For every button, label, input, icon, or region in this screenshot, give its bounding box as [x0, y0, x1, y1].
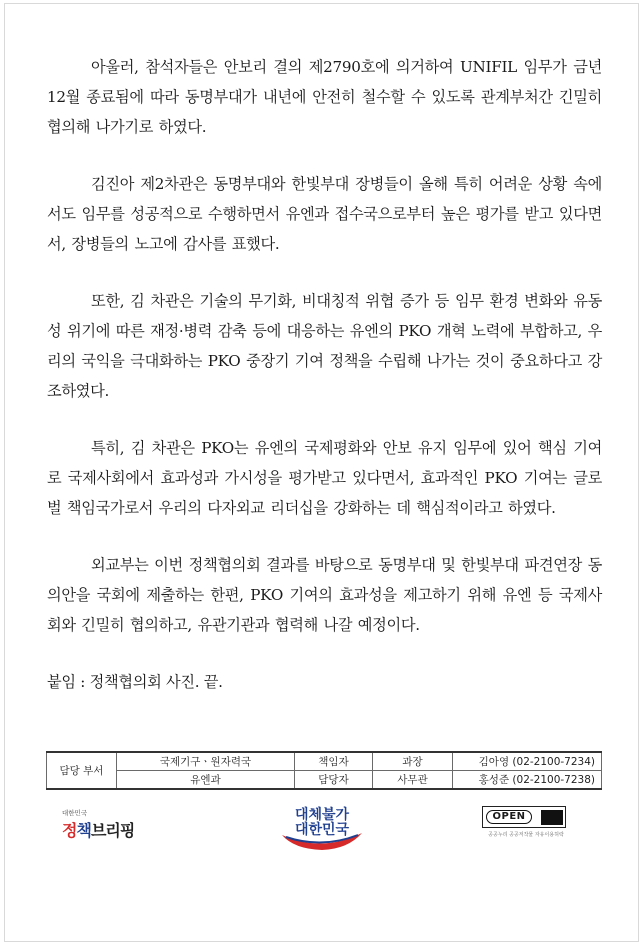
paragraph-pko-effectiveness: 특히, 김 차관은 PKO는 유엔의 국제평화와 안보 유지 임무에 있어 핵심 기여로 국제사회에서 효과성과 가시성을 평가받고 있다면서, 효과적인 PKO 기여는 글로벌 책임국가로서 우리의 다자외교 리더십을 강화하는 데 핵심적이라고 하였다.	[47, 439, 602, 517]
korea-slogan-logo	[278, 803, 366, 851]
dept-division: 유엔과	[117, 771, 295, 790]
kogl-open-license-logo	[482, 806, 568, 844]
title-cell: 과장	[373, 752, 453, 771]
policy-logo-text: 정책브리핑	[62, 821, 135, 840]
dept-label: 담당 부서	[47, 752, 117, 789]
contact-cell: 홍성준 (02-2100-7238)	[453, 771, 602, 790]
policy-logo-small-text: 대한민국	[62, 809, 88, 817]
open-license-box	[482, 806, 566, 828]
korea-logo-line2: 대한민국	[294, 822, 350, 838]
policy-briefing-logo	[52, 808, 152, 842]
table-row	[47, 752, 602, 771]
attachment-note: 붙임 : 정책협의회 사진. 끝.	[47, 673, 223, 691]
korea-slogan-emblem	[278, 803, 366, 851]
role-cell: 책임자	[295, 752, 373, 771]
contact-cell: 김아영 (02-2100-7234)	[453, 752, 602, 771]
table-row	[47, 771, 602, 790]
title-cell: 사무관	[373, 771, 453, 790]
attribution-icon	[541, 810, 563, 825]
open-license-note: 공공누리 공공저작물 자유이용허락	[488, 832, 564, 838]
korea-logo-line1: 대체불가	[294, 807, 350, 823]
dept-bureau: 국제기구ㆍ원자력국	[117, 752, 295, 771]
document-body	[47, 52, 602, 697]
paragraph-pko-reform: 또한, 김 차관은 기술의 무기화, 비대칭적 위협 증가 등 임무 환경 변화와 유동성 위기에 따른 재정·병력 감축 등에 대응하는 유엔의 PKO 개혁 노력에 부합하고, 우리의 국익을 극대화하는 PKO 중장기 기여 정책을 수립해 나가는 것이 중요하다고 강조하였다.	[47, 292, 602, 400]
paragraph-unifil: 아울러, 참석자들은 안보리 결의 제2790호에 의거하여 UNIFIL 임무가 금년 12월 종료됨에 따라 동명부대가 내년에 안전히 철수할 수 있도록 관계부처간 긴밀히 협의해 나가기로 하였다.	[47, 58, 602, 136]
role-cell: 담당자	[295, 771, 373, 790]
department-table	[46, 751, 602, 790]
open-label: OPEN	[486, 810, 532, 824]
paragraph-vice-minister-thanks: 김진아 제2차관은 동명부대와 한빛부대 장병들이 올해 특히 어려운 상황 속에서도 임무를 성공적으로 수행하면서 유엔과 접수국으로부터 높은 평가를 받고 있다면서, 장병들의 노고에 감사를 표했다.	[47, 175, 602, 253]
paragraph-ministry-plan: 외교부는 이번 정책협의회 결과를 바탕으로 동명부대 및 한빛부대 파견연장 동의안을 국회에 제출하는 한편, PKO 기여의 효과성을 제고하기 위해 유엔 등 국제사회와 긴밀히 협의하고, 유관기관과 협력해 나갈 예정이다.	[47, 556, 602, 634]
